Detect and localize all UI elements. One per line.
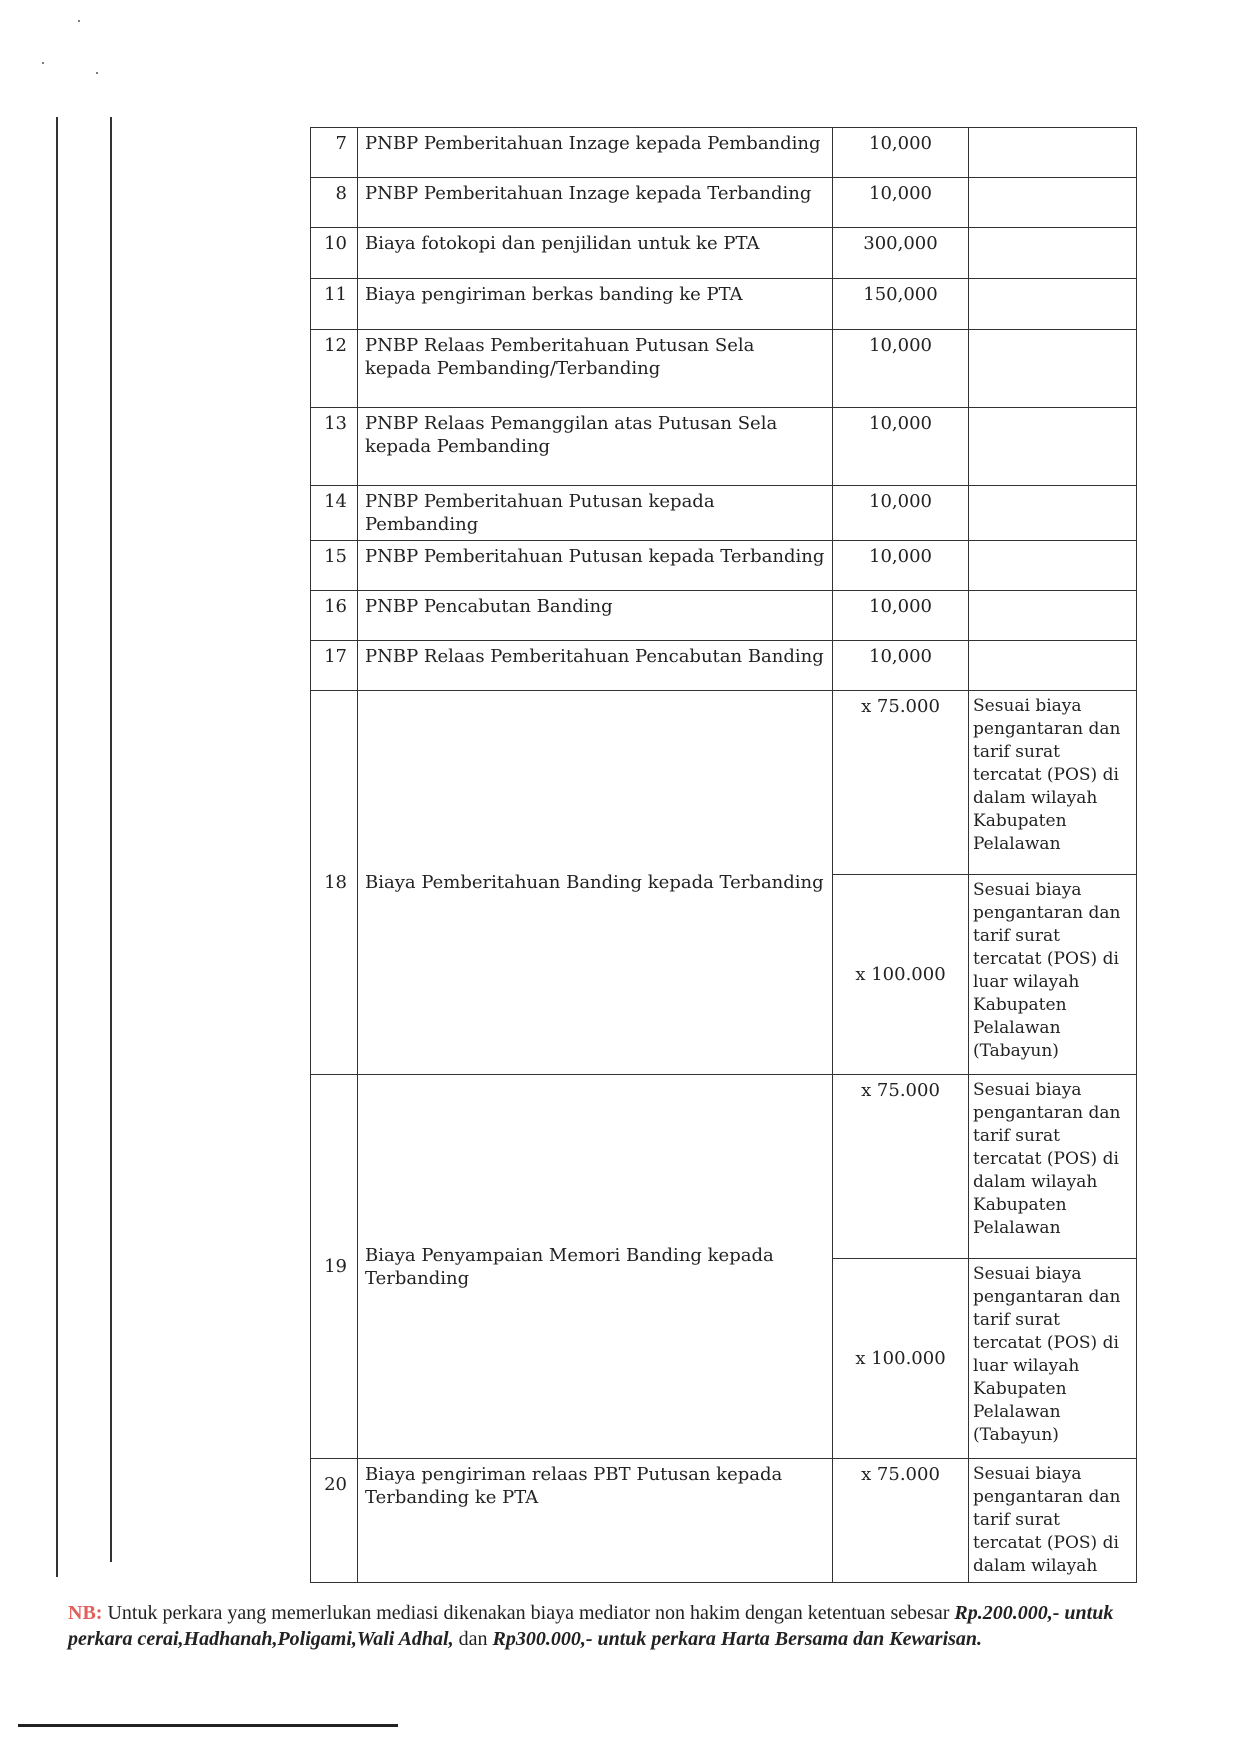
row-note: Sesuai biaya pengantaran dan tarif surat tercatat (POS) di luar wilayah Kabupaten Pelalawan (Tabayun) xyxy=(969,875,1137,1075)
row-note xyxy=(969,228,1137,279)
row-description: PNBP Relaas Pemberitahuan Putusan Sela kepada Pembanding/Terbanding xyxy=(358,330,833,408)
row-amount: 10,000 xyxy=(833,128,969,178)
row-number: 19 xyxy=(311,1075,358,1459)
table-row xyxy=(311,228,1137,279)
table-row xyxy=(311,279,1137,330)
row-note xyxy=(969,279,1137,330)
footnote xyxy=(68,1600,1138,1652)
row-amount: 10,000 xyxy=(833,330,969,408)
row-note xyxy=(969,330,1137,408)
row-description: PNBP Pemberitahuan Putusan kepada Pembanding xyxy=(358,486,833,541)
row-amount: x 75.000 xyxy=(833,1459,969,1583)
row-note: Sesuai biaya pengantaran dan tarif surat tercatat (POS) di dalam wilayah Kabupaten Pelalawan xyxy=(969,691,1137,875)
row-amount: 10,000 xyxy=(833,641,969,691)
row-note xyxy=(969,128,1137,178)
row-note xyxy=(969,178,1137,228)
footnote-label: NB: xyxy=(68,1602,103,1624)
row-description: PNBP Pemberitahuan Inzage kepada Pembanding xyxy=(358,128,833,178)
scan-speck xyxy=(42,62,44,64)
row-number: 7 xyxy=(311,128,358,178)
table-row xyxy=(311,541,1137,591)
row-number: 11 xyxy=(311,279,358,330)
row-amount: 10,000 xyxy=(833,408,969,486)
row-description: Biaya Penyampaian Memori Banding kepada Terbanding xyxy=(358,1075,833,1459)
row-note xyxy=(969,408,1137,486)
table-row xyxy=(311,641,1137,691)
row-amount: 10,000 xyxy=(833,178,969,228)
table-row xyxy=(311,408,1137,486)
row-note: Sesuai biaya pengantaran dan tarif surat tercatat (POS) di dalam wilayah xyxy=(969,1459,1137,1583)
row-description: Biaya fotokopi dan penjilidan untuk ke PTA xyxy=(358,228,833,279)
row-amount: x 100.000 xyxy=(833,1259,969,1459)
row-number: 20 xyxy=(311,1459,358,1583)
row-description: Biaya pengiriman relaas PBT Putusan kepada Terbanding ke PTA xyxy=(358,1459,833,1583)
row-description: PNBP Pencabutan Banding xyxy=(358,591,833,641)
row-number: 16 xyxy=(311,591,358,641)
footnote-fee-divorce: Rp.200.000,- untuk perkara cerai,Hadhanah,Poligami,Wali Adhal, xyxy=(68,1602,1114,1650)
bottom-rule xyxy=(18,1724,398,1727)
row-number: 8 xyxy=(311,178,358,228)
row-note xyxy=(969,486,1137,541)
row-description: PNBP Pemberitahuan Inzage kepada Terbanding xyxy=(358,178,833,228)
table-row xyxy=(311,330,1137,408)
row-number: 13 xyxy=(311,408,358,486)
row-amount: x 100.000 xyxy=(833,875,969,1075)
row-amount: x 75.000 xyxy=(833,1075,969,1259)
table-row xyxy=(311,178,1137,228)
table-row xyxy=(311,128,1137,178)
row-note xyxy=(969,541,1137,591)
row-amount: 150,000 xyxy=(833,279,969,330)
row-number: 18 xyxy=(311,691,358,1075)
row-amount: x 75.000 xyxy=(833,691,969,875)
row-note xyxy=(969,591,1137,641)
row-number: 12 xyxy=(311,330,358,408)
margin-line-right xyxy=(110,117,112,1562)
row-note: Sesuai biaya pengantaran dan tarif surat tercatat (POS) di dalam wilayah Kabupaten Pelalawan xyxy=(969,1075,1137,1259)
margin-line-left xyxy=(56,117,58,1577)
row-amount: 10,000 xyxy=(833,541,969,591)
footnote-text: Untuk perkara yang memerlukan mediasi dikenakan biaya mediator non hakim dengan ketentuan sebesar xyxy=(102,1602,955,1624)
fee-table-body xyxy=(311,128,1137,1583)
row-number: 10 xyxy=(311,228,358,279)
table-row xyxy=(311,1459,1137,1583)
row-amount: 10,000 xyxy=(833,591,969,641)
footnote-text-and: dan xyxy=(453,1628,493,1650)
fee-table xyxy=(310,127,1137,1583)
table-row xyxy=(311,691,1137,875)
row-description: Biaya Pemberitahuan Banding kepada Terbanding xyxy=(358,691,833,1075)
scan-speck xyxy=(96,72,98,74)
row-description: PNBP Relaas Pemberitahuan Pencabutan Banding xyxy=(358,641,833,691)
row-amount: 300,000 xyxy=(833,228,969,279)
row-note xyxy=(969,641,1137,691)
row-description: Biaya pengiriman berkas banding ke PTA xyxy=(358,279,833,330)
row-amount: 10,000 xyxy=(833,486,969,541)
table-row xyxy=(311,486,1137,541)
table-row xyxy=(311,1075,1137,1259)
row-note: Sesuai biaya pengantaran dan tarif surat tercatat (POS) di luar wilayah Kabupaten Pelalawan (Tabayun) xyxy=(969,1259,1137,1459)
scan-speck xyxy=(78,20,80,22)
footnote-fee-property: Rp300.000,- untuk perkara Harta Bersama dan Kewarisan. xyxy=(492,1628,983,1650)
row-number: 17 xyxy=(311,641,358,691)
row-description: PNBP Relaas Pemanggilan atas Putusan Sela kepada Pembanding xyxy=(358,408,833,486)
row-number: 15 xyxy=(311,541,358,591)
row-number: 14 xyxy=(311,486,358,541)
table-row xyxy=(311,591,1137,641)
row-description: PNBP Pemberitahuan Putusan kepada Terbanding xyxy=(358,541,833,591)
